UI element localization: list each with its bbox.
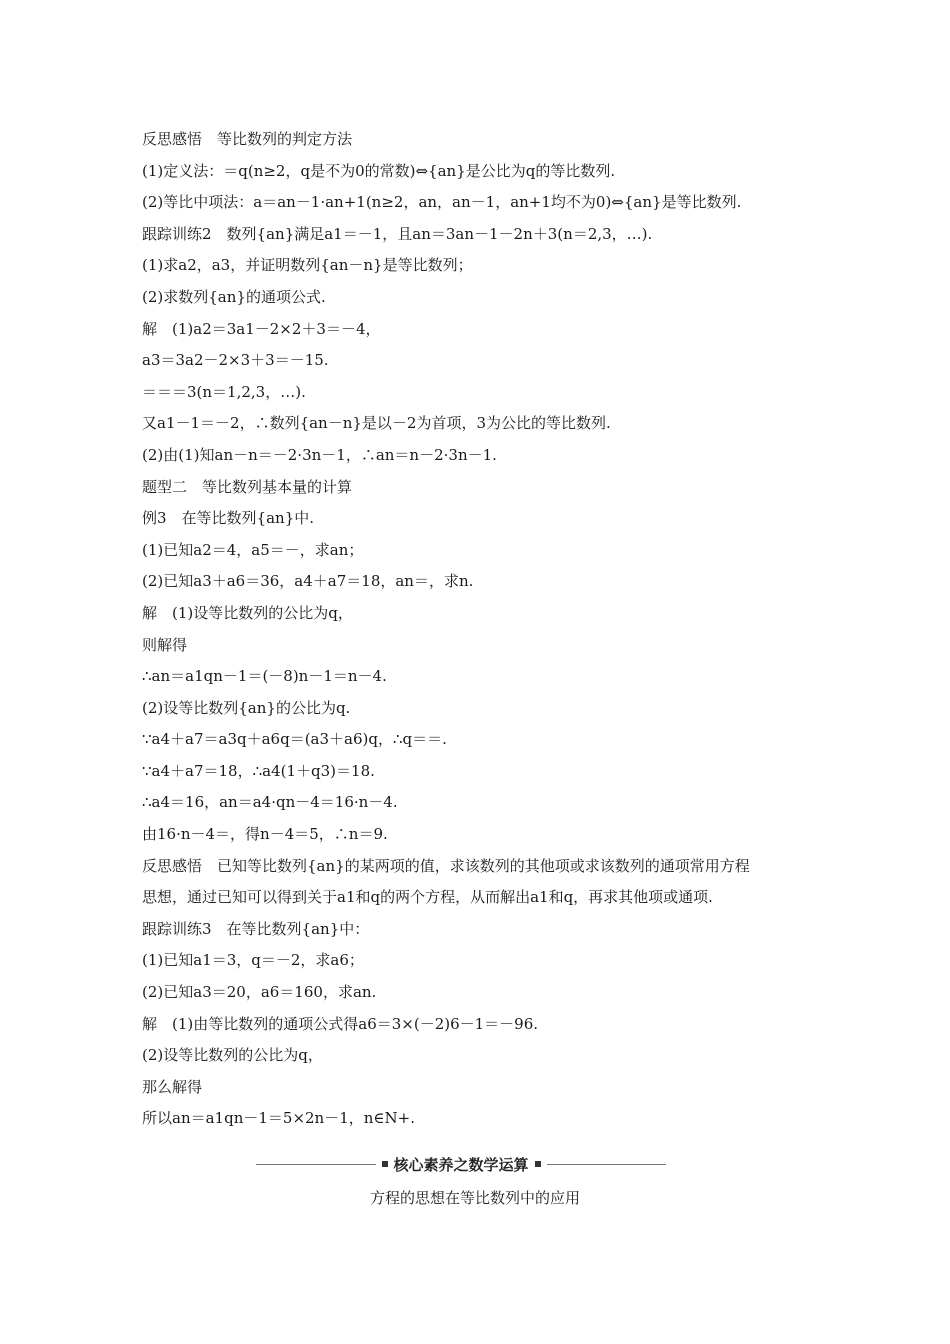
solution-line: 解 (1)a2＝3a1－2×2＋3＝－4， bbox=[142, 319, 381, 338]
text-line: ∴an＝a1qn－1＝(－8)n－1＝n－4. bbox=[142, 667, 387, 686]
text-line: (1)求a2，a3，并证明数列{an－n}是等比数列； bbox=[142, 256, 473, 275]
text-line: (1)定义法：＝q(n≥2，q是不为0的常数)⇔{an}是公比为q的等比数列. bbox=[142, 161, 616, 180]
text-line: ∵a4＋a7＝a3q＋a6q＝(a3＋a6)q，∴q＝＝. bbox=[142, 730, 447, 749]
section-divider bbox=[256, 1152, 666, 1176]
text-line: a3＝3a2－2×3＋3＝－15. bbox=[142, 351, 329, 370]
divider-rule-right bbox=[547, 1164, 667, 1165]
solution-line: 解 (1)由等比数列的通项公式得a6＝3×(－2)6－1＝－96. bbox=[142, 1014, 539, 1033]
text-line: (2)设等比数列的公比为q， bbox=[142, 1046, 323, 1065]
exercise-heading: 跟踪训练2 数列{an}满足a1＝－1，且an＝3an－1－2n＋3(n＝2,3，…). bbox=[142, 224, 653, 243]
text-line: ∴a4＝16，an＝a4·qn－4＝16·n－4. bbox=[142, 793, 398, 812]
text-line: 则解得 bbox=[142, 635, 188, 654]
text-line: ∵a4＋a7＝18，∴a4(1＋q3)＝18. bbox=[142, 761, 375, 780]
text-line: (2)求数列{an}的通项公式. bbox=[142, 287, 326, 306]
text-line: (1)已知a2＝4，a5＝－，求an； bbox=[142, 540, 364, 559]
section-heading: 核心素养之数学运算 bbox=[393, 1155, 529, 1174]
square-bullet-icon bbox=[382, 1161, 388, 1167]
text-line: 所以an＝a1qn－1＝5×2n－1，n∈N+. bbox=[142, 1109, 415, 1128]
example-heading: 例3 在等比数列{an}中. bbox=[142, 509, 315, 528]
text-line: 由16·n－4＝，得n－4＝5，∴n＝9. bbox=[142, 825, 388, 844]
text-line: (2)等比中项法：a＝an－1·an+1(n≥2，an，an－1，an+1均不为0)⇔{an}是等比数列. bbox=[142, 193, 742, 212]
text-line: (2)已知a3＋a6＝36，a4＋a7＝18，an＝，求n. bbox=[142, 572, 474, 591]
text-line: 思想，通过已知可以得到关于a1和q的两个方程，从而解出a1和q，再求其他项或通项. bbox=[142, 888, 713, 907]
exercise-heading: 跟踪训练3 在等比数列{an}中： bbox=[142, 919, 370, 938]
text-line: (1)已知a1＝3，q＝－2，求a6； bbox=[142, 951, 364, 970]
heading-reflection: 反思感悟 已知等比数列{an}的某两项的值，求该数列的其他项或求该数列的通项常用方程 bbox=[142, 856, 750, 875]
document-body bbox=[142, 124, 822, 1135]
square-bullet-icon bbox=[535, 1161, 541, 1167]
text-line: (2)已知a3＝20，a6＝160，求an. bbox=[142, 983, 377, 1002]
divider-rule-left bbox=[256, 1164, 376, 1165]
section-subtitle: 方程的思想在等比数列中的应用 bbox=[369, 1189, 580, 1207]
text-line: 又a1－1＝－2，∴数列{an－n}是以－2为首项，3为公比的等比数列. bbox=[142, 414, 611, 433]
text-line: 那么解得 bbox=[142, 1077, 203, 1096]
text-line: (2)由(1)知an－n＝－2·3n－1，∴an＝n－2·3n－1. bbox=[142, 445, 497, 464]
text-line: (2)设等比数列{an}的公比为q. bbox=[142, 698, 351, 717]
heading-reflection: 反思感悟 等比数列的判定方法 bbox=[142, 130, 353, 148]
solution-line: 解 (1)设等比数列的公比为q， bbox=[142, 603, 353, 622]
section-heading-type2: 题型二 等比数列基本量的计算 bbox=[142, 477, 353, 496]
text-line: ＝＝＝3(n＝1,2,3，…). bbox=[142, 382, 306, 401]
